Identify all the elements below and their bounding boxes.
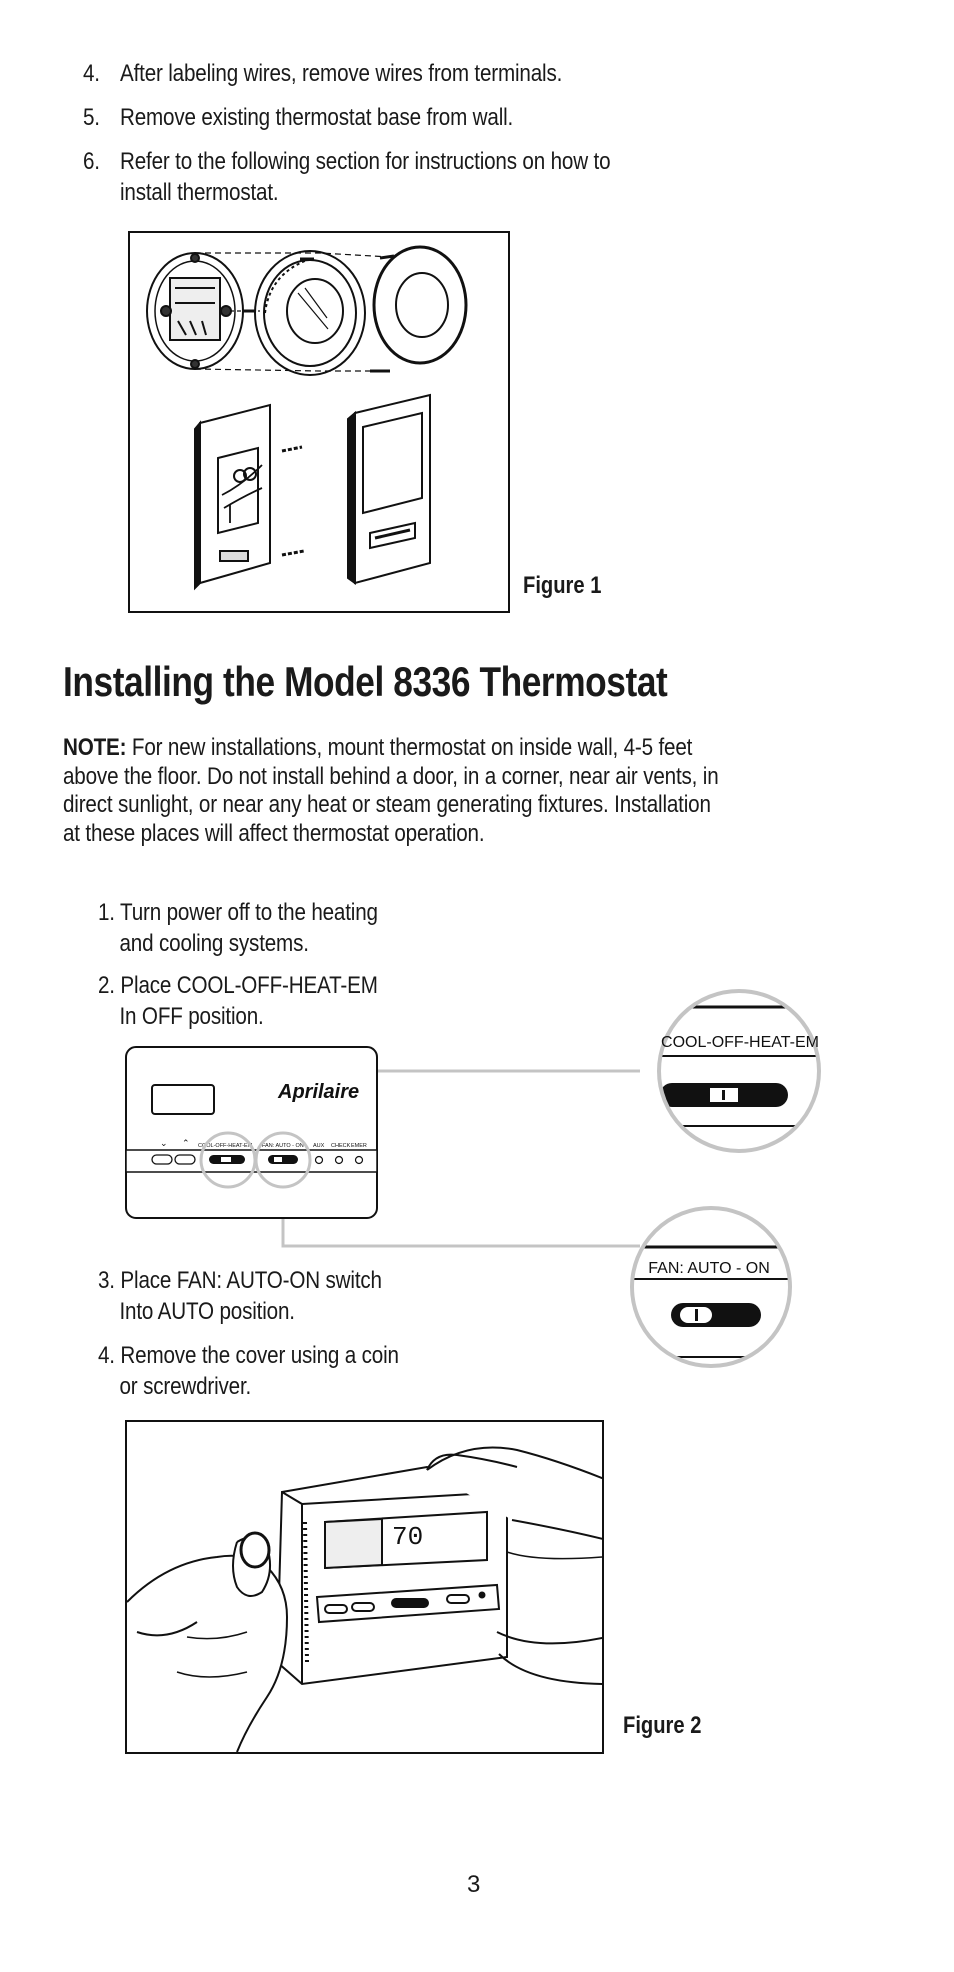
aux-label: AUX	[313, 1143, 325, 1149]
step-text: 4. Remove the cover using a coin	[98, 1342, 399, 1369]
callout-fan-label: FAN: AUTO - ON	[648, 1260, 770, 1277]
brand-logo: Aprilaire	[278, 1081, 360, 1103]
step-text: In OFF position.	[119, 1003, 264, 1030]
step-text: Into AUTO position.	[119, 1298, 295, 1325]
down-button[interactable]	[152, 1155, 172, 1164]
note-line: direct sunlight, or near any heat or steam generating fixtures. Installation	[63, 791, 711, 818]
fan-switch-label: FAN: AUTO - ON	[262, 1143, 304, 1149]
figure-2-caption: Figure 2	[623, 1712, 702, 1739]
step-text: install thermostat.	[119, 179, 279, 206]
step-text: 2. Place COOL-OFF-HEAT-EM	[98, 972, 378, 999]
step-text: After labeling wires, remove wires from terminals.	[119, 60, 563, 87]
check-label: CHECK	[331, 1143, 351, 1149]
step-text: and cooling systems.	[119, 930, 309, 957]
figure-1-illustration	[128, 231, 510, 613]
step-text: 1. Turn power off to the heating	[98, 899, 378, 926]
step-6	[83, 146, 610, 208]
fan-switch[interactable]	[268, 1155, 298, 1164]
remove-cover-drawing	[127, 1422, 602, 1752]
note-line: above the floor. Do not install behind a door, in a corner, near air vents, in	[63, 762, 719, 790]
figure-2-illustration	[125, 1420, 604, 1754]
thermostat-parts-drawing	[130, 233, 508, 611]
check-indicator	[336, 1157, 343, 1164]
figure-1-caption: Figure 1	[523, 572, 602, 599]
emer-label: EMER	[351, 1143, 367, 1149]
step-number: 6.	[83, 148, 100, 175]
callout-mode-label: COOL-OFF-HEAT-EM	[661, 1034, 819, 1051]
mode-switch-label: COOL-OFF-HEAT-EM	[198, 1143, 253, 1149]
note-line: For new installations, mount thermostat on inside wall, 4-5 feet	[126, 734, 693, 761]
lcd-display	[152, 1085, 214, 1114]
page-number: 3	[467, 1871, 481, 1898]
step-text: Remove existing thermostat base from wall.	[119, 104, 514, 131]
thermostat-front	[126, 1047, 377, 1218]
step-4	[83, 58, 562, 89]
emer-indicator	[356, 1157, 363, 1164]
step-number: 5.	[83, 104, 100, 131]
mode-callout	[640, 991, 840, 1151]
section-title: Installing the Model 8336 Thermostat	[63, 658, 668, 705]
up-arrow-icon: ⌃	[182, 1138, 190, 1148]
step-text: 3. Place FAN: AUTO-ON switch	[98, 1267, 382, 1294]
up-button[interactable]	[175, 1155, 195, 1164]
note-paragraph	[63, 734, 719, 848]
down-arrow-icon: ⌄	[160, 1138, 168, 1148]
display-reading: 70	[392, 1522, 424, 1552]
note-line: at these places will affect thermostat operation.	[63, 819, 485, 847]
step-number: 4.	[83, 60, 100, 87]
step-text: or screwdriver.	[119, 1373, 252, 1400]
aux-indicator	[316, 1157, 323, 1164]
step-text: Refer to the following section for instructions on how to	[119, 148, 611, 175]
note-label: NOTE:	[63, 734, 127, 761]
fan-callout	[620, 1208, 800, 1366]
step-5	[83, 102, 513, 133]
thermostat-switch-diagram	[0, 985, 954, 1385]
install-step-1	[98, 897, 378, 959]
